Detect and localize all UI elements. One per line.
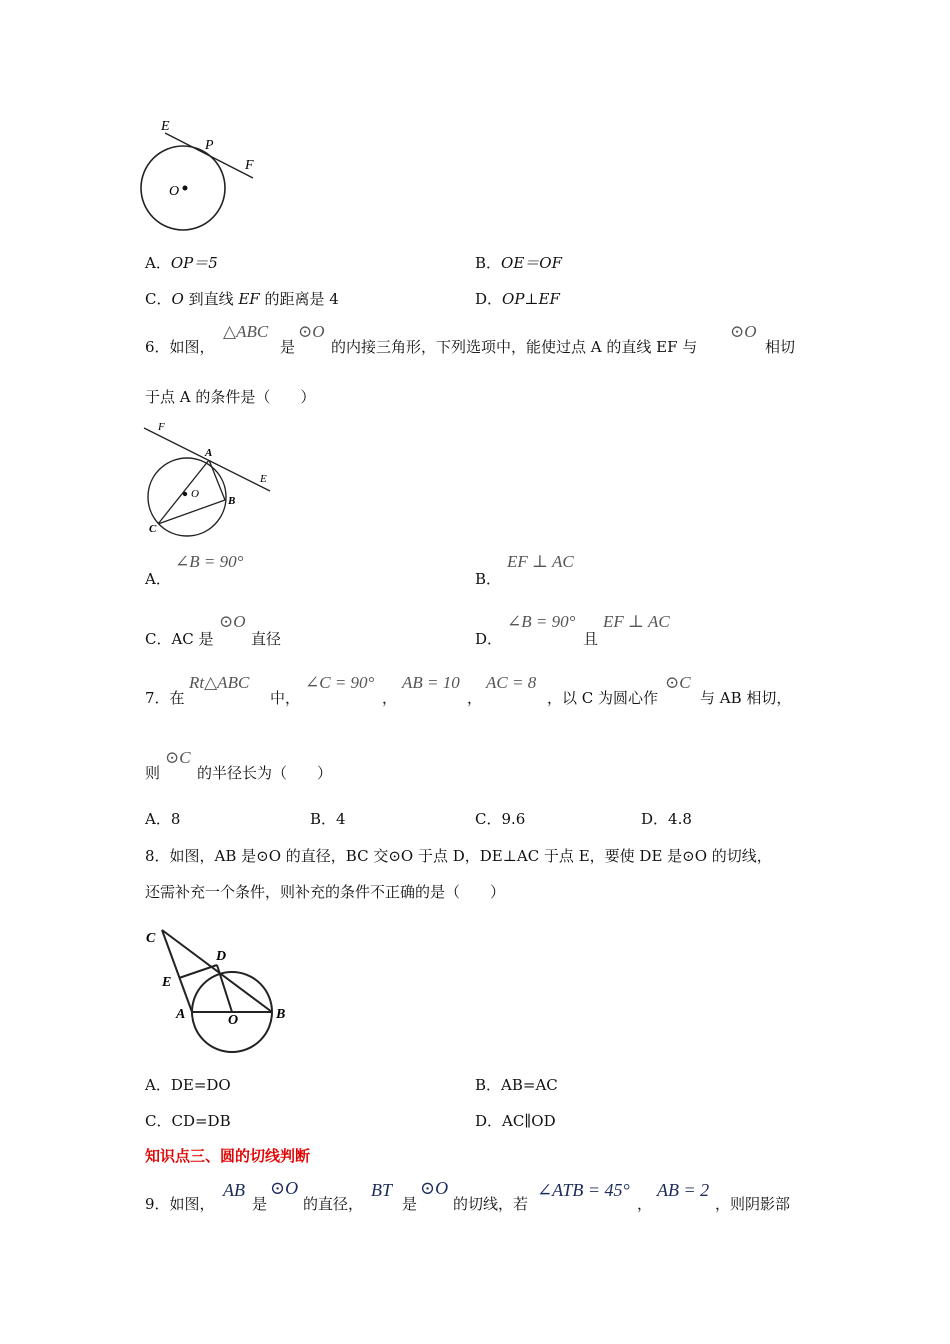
stem-text: 的半径长为（ ） <box>197 764 333 782</box>
math-rt-triangle: Rt△ABC <box>189 673 250 692</box>
option-text: 4.8 <box>668 810 692 828</box>
option-math: EF ⊥ AC <box>507 552 574 571</box>
stem-text: ， <box>467 689 483 707</box>
option-text: OP＝5 <box>170 254 218 272</box>
math-ab-length: AB = 2 <box>657 1180 710 1200</box>
option-letter: A． <box>145 1076 171 1094</box>
question-number: 7．在 <box>145 689 185 707</box>
q8-option-c[interactable] <box>145 1110 231 1131</box>
section-heading: 知识点三、圆的切线判断 <box>145 1147 311 1165</box>
q8-stem-line1: 8．如图，AB 是⊙O 的直径，BC 交⊙O 于点 D，DE⊥AC 于点 E，要使 DE 是⊙O 的切线， <box>145 847 772 865</box>
option-letter: D． <box>475 290 503 308</box>
option-letter: D． <box>641 810 669 828</box>
option-letter: B． <box>310 810 337 828</box>
math-angle-c: ∠C = 90° <box>305 673 375 692</box>
option-text: 且 <box>583 630 599 648</box>
q6-option-a[interactable] <box>145 552 445 588</box>
q7-stem-line2 <box>145 748 445 784</box>
q7-option-d[interactable] <box>641 808 692 829</box>
label-b: B <box>228 495 236 507</box>
label-a: A <box>205 447 213 459</box>
label-o: O <box>191 488 199 500</box>
q8-option-a[interactable] <box>145 1074 231 1095</box>
option-letter: A． <box>145 570 171 588</box>
math-circle-o: ⊙O <box>420 1178 449 1198</box>
stem-text: ， <box>637 1195 653 1213</box>
option-text: CD=DB <box>171 1112 231 1130</box>
center-dot <box>183 492 187 496</box>
math-angle-atb: ∠ATB = 45° <box>537 1180 630 1200</box>
stem-text: ， <box>382 689 398 707</box>
label-e: E <box>260 473 267 485</box>
option-letter: C． <box>145 290 172 308</box>
option-letter: D． <box>475 1112 503 1130</box>
stem-text: 是 <box>280 338 296 356</box>
option-letter: D． <box>475 630 503 648</box>
option-letter: A． <box>145 810 171 828</box>
stem-text: 则 <box>145 764 161 782</box>
q6-stem-line2: 于点 A 的条件是（ ） <box>145 388 316 406</box>
stem-text: 的内接三角形，下列选项中，能使过点 A 的直线 EF 与 <box>331 338 698 356</box>
figure-q6 <box>138 418 278 538</box>
option-math: EF ⊥ AC <box>603 612 670 631</box>
option-letter: B． <box>475 570 502 588</box>
stem-text: 中， <box>270 689 301 707</box>
option-text: 到直线 <box>188 290 239 308</box>
q6-option-d[interactable] <box>475 612 795 648</box>
option-math: ∠B = 90° <box>507 612 576 631</box>
math-circle-o: ⊙O <box>298 322 325 341</box>
label-d: D <box>216 949 227 964</box>
tangent-line-ef <box>144 428 270 491</box>
label-e: E <box>161 119 170 134</box>
label-e: E <box>162 975 172 990</box>
q5-option-c[interactable] <box>145 288 339 309</box>
math-circle-c: ⊙C <box>665 673 691 692</box>
label-o: O <box>169 184 180 199</box>
segment-de <box>179 965 217 978</box>
q8-option-b[interactable] <box>475 1074 558 1095</box>
q5-option-b[interactable] <box>475 252 562 273</box>
option-text: O <box>171 290 184 308</box>
option-text: 直径 <box>251 630 282 648</box>
math-circle-o: ⊙O <box>730 322 757 341</box>
option-text: AC∥OD <box>502 1112 556 1130</box>
q7-option-a[interactable] <box>145 808 180 829</box>
option-math: ∠B = 90° <box>175 552 244 571</box>
label-a: A <box>176 1007 186 1022</box>
stem-text: 的切线，若 <box>453 1195 529 1213</box>
q6-option-b[interactable] <box>475 552 775 588</box>
q6-option-c[interactable] <box>145 612 445 648</box>
stem-text: 是 <box>252 1195 268 1213</box>
q7-stem-line1 <box>145 673 805 709</box>
segment-cb <box>162 930 272 1012</box>
label-f: F <box>245 158 254 173</box>
q8-stem-line2: 还需补充一个条件，则补充的条件不正确的是（ ） <box>145 883 506 901</box>
math-ac: AC = 8 <box>486 673 537 692</box>
label-f: F <box>158 421 165 433</box>
stem-text: ，则阴影部 <box>715 1195 791 1213</box>
stem-text: 是 <box>402 1195 418 1213</box>
option-letter: C． <box>145 1112 172 1130</box>
question-number: 9．如图， <box>145 1195 215 1213</box>
stem-text: 的直径， <box>303 1195 364 1213</box>
math-triangle-abc: △ABC <box>223 322 269 341</box>
option-letter: B． <box>475 254 502 272</box>
stem-text: 与 AB 相切， <box>700 689 792 707</box>
math-ab: AB = 10 <box>402 673 460 692</box>
option-text: EF <box>238 290 260 308</box>
option-letter: B． <box>475 1076 502 1094</box>
option-text: OP⊥EF <box>502 290 560 308</box>
math-ab: AB <box>223 1180 245 1200</box>
q5-option-d[interactable] <box>475 288 560 309</box>
figure-q5 <box>135 115 265 235</box>
math-bt: BT <box>371 1180 393 1200</box>
stem-text: 相切 <box>765 338 796 356</box>
q9-stem-line1 <box>145 1178 805 1218</box>
option-text: 9.6 <box>501 810 526 828</box>
option-text: 8 <box>170 810 181 828</box>
center-dot <box>183 186 188 191</box>
option-text: OE＝OF <box>501 254 562 272</box>
q8-option-d[interactable] <box>475 1110 556 1131</box>
option-text: DE=DO <box>170 1076 231 1094</box>
option-letter: C． <box>475 810 502 828</box>
question-number: 6．如图， <box>145 338 215 356</box>
math-circle-c: ⊙C <box>165 748 191 767</box>
option-letter: C．AC 是 <box>145 630 214 648</box>
label-c: C <box>146 931 156 946</box>
label-p: P <box>205 138 214 153</box>
stem-text: ，以 C 为圆心作 <box>547 689 659 707</box>
q5-option-a[interactable] <box>145 252 218 273</box>
q7-option-c[interactable] <box>475 808 525 829</box>
option-letter: A． <box>145 254 171 272</box>
label-c: C <box>149 523 157 535</box>
figure-q8 <box>140 920 300 1055</box>
q7-option-b[interactable] <box>310 808 346 829</box>
label-b: B <box>276 1007 286 1022</box>
q6-stem-line1 <box>145 322 805 358</box>
label-o: O <box>228 1013 239 1028</box>
option-math: ⊙O <box>219 612 246 631</box>
circumcircle-o <box>148 458 226 536</box>
option-text: 的距离是 4 <box>259 290 339 308</box>
math-circle-o: ⊙O <box>270 1178 299 1198</box>
option-text: AB=AC <box>501 1076 558 1094</box>
option-text: 4 <box>336 810 346 828</box>
